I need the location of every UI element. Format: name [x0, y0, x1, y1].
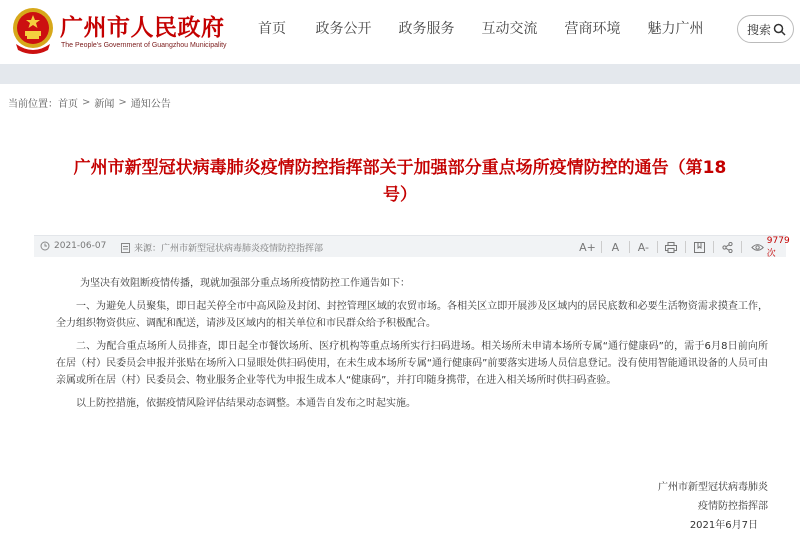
view-count-text: 9779次 — [766, 235, 790, 259]
nav-charming-guangzhou[interactable]: 魅力广州 — [647, 21, 704, 37]
print-icon — [665, 242, 677, 253]
share-button[interactable] — [719, 238, 736, 256]
share-icon — [722, 242, 733, 253]
article-title-line: 号） — [383, 185, 417, 205]
eye-icon — [751, 243, 764, 252]
breadcrumb-news[interactable]: 新闻 — [94, 99, 115, 110]
article-source — [121, 241, 323, 254]
article-paragraph: 二、为配合重点场所人员排查，即日起全市餐饮场所、医疗机构等重点场所实行扫码进场。相关场所未申请本场所专属“通行健康码”的，需于6月8日前向所在居（村）民委员会申报并张贴在场所入口显眼处供扫码使用，在未生成本场所专属“通行健康码”前要落实进场人员信息登记。没有使用智能通讯设备的人员可由亲属或所在居（村）民委员会、物业服务企业等代为申报生成本人“健康码”，并打印随身携带，在进入相关场所时供扫码查验。 — [56, 341, 768, 386]
breadcrumb-prefix: 当前位置： — [8, 99, 58, 110]
view-count — [751, 236, 797, 259]
breadcrumb-separator: > — [118, 97, 127, 108]
site-subtitle: The People's Government of Guangzhou Municipality — [61, 42, 227, 49]
breadcrumb-home[interactable]: 首页 — [58, 99, 78, 110]
document-icon — [121, 243, 130, 253]
font-default-button[interactable]: A — [611, 240, 620, 254]
search-icon — [773, 23, 786, 36]
signature-org-line1: 广州市新型冠状病毒肺炎 — [658, 482, 768, 493]
toolbar-divider — [629, 241, 630, 253]
breadcrumb-notices[interactable]: 通知公告 — [130, 99, 171, 110]
search-button[interactable] — [737, 15, 794, 43]
signature-date: 2021年6月7日 — [689, 520, 758, 531]
print-button[interactable] — [663, 238, 680, 256]
nav-business-environment[interactable]: 营商环境 — [564, 21, 621, 37]
toolbar-divider — [657, 241, 658, 253]
nav-interaction[interactable]: 互动交流 — [481, 21, 538, 37]
toolbar-divider — [713, 241, 714, 253]
article-toolbar — [579, 235, 797, 259]
toolbar-divider — [601, 241, 602, 253]
article-title — [40, 155, 760, 209]
search-label: 搜索 — [747, 22, 772, 37]
banner-strip — [0, 64, 800, 84]
breadcrumb — [8, 95, 171, 110]
publish-date — [40, 241, 106, 251]
site-title[interactable]: 广州市人民政府 — [60, 15, 225, 41]
publish-date-text: 2021-06-07 — [54, 241, 107, 251]
article-source-text: 来源：广州市新型冠状病毒肺炎疫情防控指挥部 — [134, 244, 324, 254]
article-paragraph: 一、为避免人员聚集，即日起关停全市中高风险及封闭、封控管理区域的农贸市场。各相关区立即开展涉及区域内的居民底数和必要生活物资需求摸查工作，全力组织物资供应、调配和配送，请涉及区域内的相关单位和市民群众给予积极配合。 — [56, 301, 768, 329]
article-meta-bar — [34, 235, 790, 259]
font-increase-button[interactable]: A+ — [579, 240, 596, 254]
article-paragraph: 以上防控措施，依据疫情风险评估结果动态调整。本通告自发布之时起实施。 — [76, 398, 416, 409]
national-emblem-icon[interactable] — [10, 6, 56, 56]
breadcrumb-separator: > — [82, 97, 91, 108]
article-title-line: 广州市新型冠状病毒肺炎疫情防控指挥部关于加强部分重点场所疫情防控的通告（第18 — [73, 158, 727, 178]
main-nav — [244, 18, 717, 38]
article-paragraph: 为坚决有效阻断疫情传播，现就加强部分重点场所疫情防控工作通告如下： — [80, 278, 410, 289]
font-decrease-button[interactable]: A- — [637, 240, 649, 254]
site-header — [0, 0, 800, 64]
nav-government-affairs[interactable]: 政务公开 — [315, 21, 372, 37]
clock-icon — [40, 241, 50, 251]
signature-org-line2: 疫情防控指挥部 — [698, 501, 768, 512]
bookmark-icon — [694, 242, 705, 253]
bookmark-button[interactable] — [691, 238, 708, 256]
nav-home[interactable]: 首页 — [258, 21, 286, 37]
toolbar-divider — [685, 241, 686, 253]
nav-government-services[interactable]: 政务服务 — [398, 21, 455, 37]
article-body — [56, 275, 768, 418]
toolbar-divider — [741, 241, 742, 253]
